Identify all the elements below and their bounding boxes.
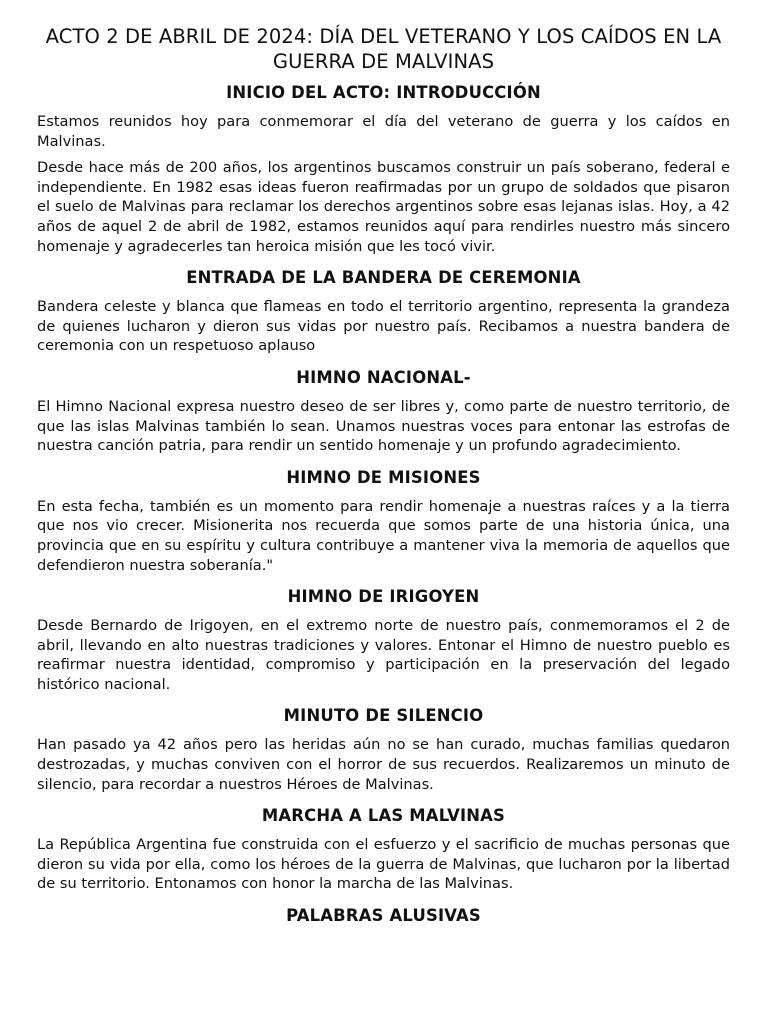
section-heading: INICIO DEL ACTO: INTRODUCCIÓN: [226, 83, 541, 102]
section-heading: HIMNO DE MISIONES: [286, 467, 481, 487]
section-heading: HIMNO DE IRIGOYEN: [287, 587, 480, 607]
paragraph: La República Argentina fue construida con el esfuerzo y el sacrificio de muchas personas que dieron su vida por ella, como los héroes de la guerra de Malvinas, que lucharon por la libertad de su territorio. Entonamos con honor la marcha de las Malvinas.: [37, 836, 730, 893]
section-himno-irigoyen: [37, 587, 730, 694]
section-minuto-silencio: [37, 706, 730, 794]
section-introduccion: [37, 83, 730, 256]
section-palabras-alusivas: [37, 906, 730, 926]
paragraph: Han pasado ya 42 años pero las heridas aún no se han curado, muchas familias quedaron destrozadas, y muchas conviven con el horror de sus recuerdos. Realizaremos un minuto de silencio, para recordar a nuestros Héroes de Malvinas.: [37, 736, 730, 793]
paragraph: El Himno Nacional expresa nuestro deseo de ser libres y, como parte de nuestro territorio, de que las islas Malvinas también lo sean. Unamos nuestras voces para entonar las estrofas de nuestra canción patria, para rendir un sentido homenaje y un profundo agradecimiento.: [37, 397, 730, 455]
paragraph: En esta fecha, también es un momento para rendir homenaje a nuestras raíces y a la tierra que nos vio crecer. Misionerita nos recuerda que somos parte de una historia única, una provincia que en su espíritu y cultura contribuye a mantener viva la memoria de aquellos que defendieron nuestra soberanía.": [37, 497, 730, 574]
paragraph: Desde Bernardo de Irigoyen, en el extremo norte de nuestro país, conmemoramos el 2 de abril, llevando en alto nuestras tradiciones y valores. Entonar el Himno de nuestro pueblo es reafirmar nuestra identidad, compromiso y participación en la preservación del legado histórico nacional.: [37, 617, 730, 693]
section-heading: MARCHA A LAS MALVINAS: [261, 806, 506, 826]
section-himno-misiones: [37, 468, 730, 575]
document-title: ACTO 2 DE ABRIL DE 2024: DÍA DEL VETERANO Y LOS CAÍDOS EN LA GUERRA DE MALVINAS: [45, 25, 722, 73]
section-marcha-malvinas: [37, 806, 730, 894]
section-heading: PALABRAS ALUSIVAS: [286, 906, 481, 926]
section-heading: MINUTO DE SILENCIO: [283, 706, 484, 726]
section-himno-nacional: [37, 368, 730, 456]
section-entrada-bandera: [37, 268, 730, 356]
paragraph: Estamos reunidos hoy para conmemorar el día del veterano de guerra y los caídos en Malvinas.: [37, 113, 730, 150]
paragraph: Desde hace más de 200 años, los argentinos buscamos construir un país soberano, federal e independiente. En 1982 esas ideas fueron reafirmadas por un grupo de soldados que pisaron el suelo de Malvinas para reclamar los derechos argentinos sobre esas lejanas islas. Hoy, a 42 años de aquel 2 de abril de 1982, estamos reunidos aquí para rendirles nuestro más sincero homenaje y agradecerles tan heroica misión que les tocó vivir.: [37, 159, 730, 255]
section-heading: HIMNO NACIONAL-: [296, 367, 471, 387]
section-heading: ENTRADA DE LA BANDERA DE CEREMONIA: [186, 268, 581, 288]
paragraph: Bandera celeste y blanca que flameas en todo el territorio argentino, representa la grandeza de quienes lucharon y dieron sus vidas por nuestro país. Recibamos a nuestra bandera de ceremonia con un respetuoso aplauso: [37, 298, 730, 355]
